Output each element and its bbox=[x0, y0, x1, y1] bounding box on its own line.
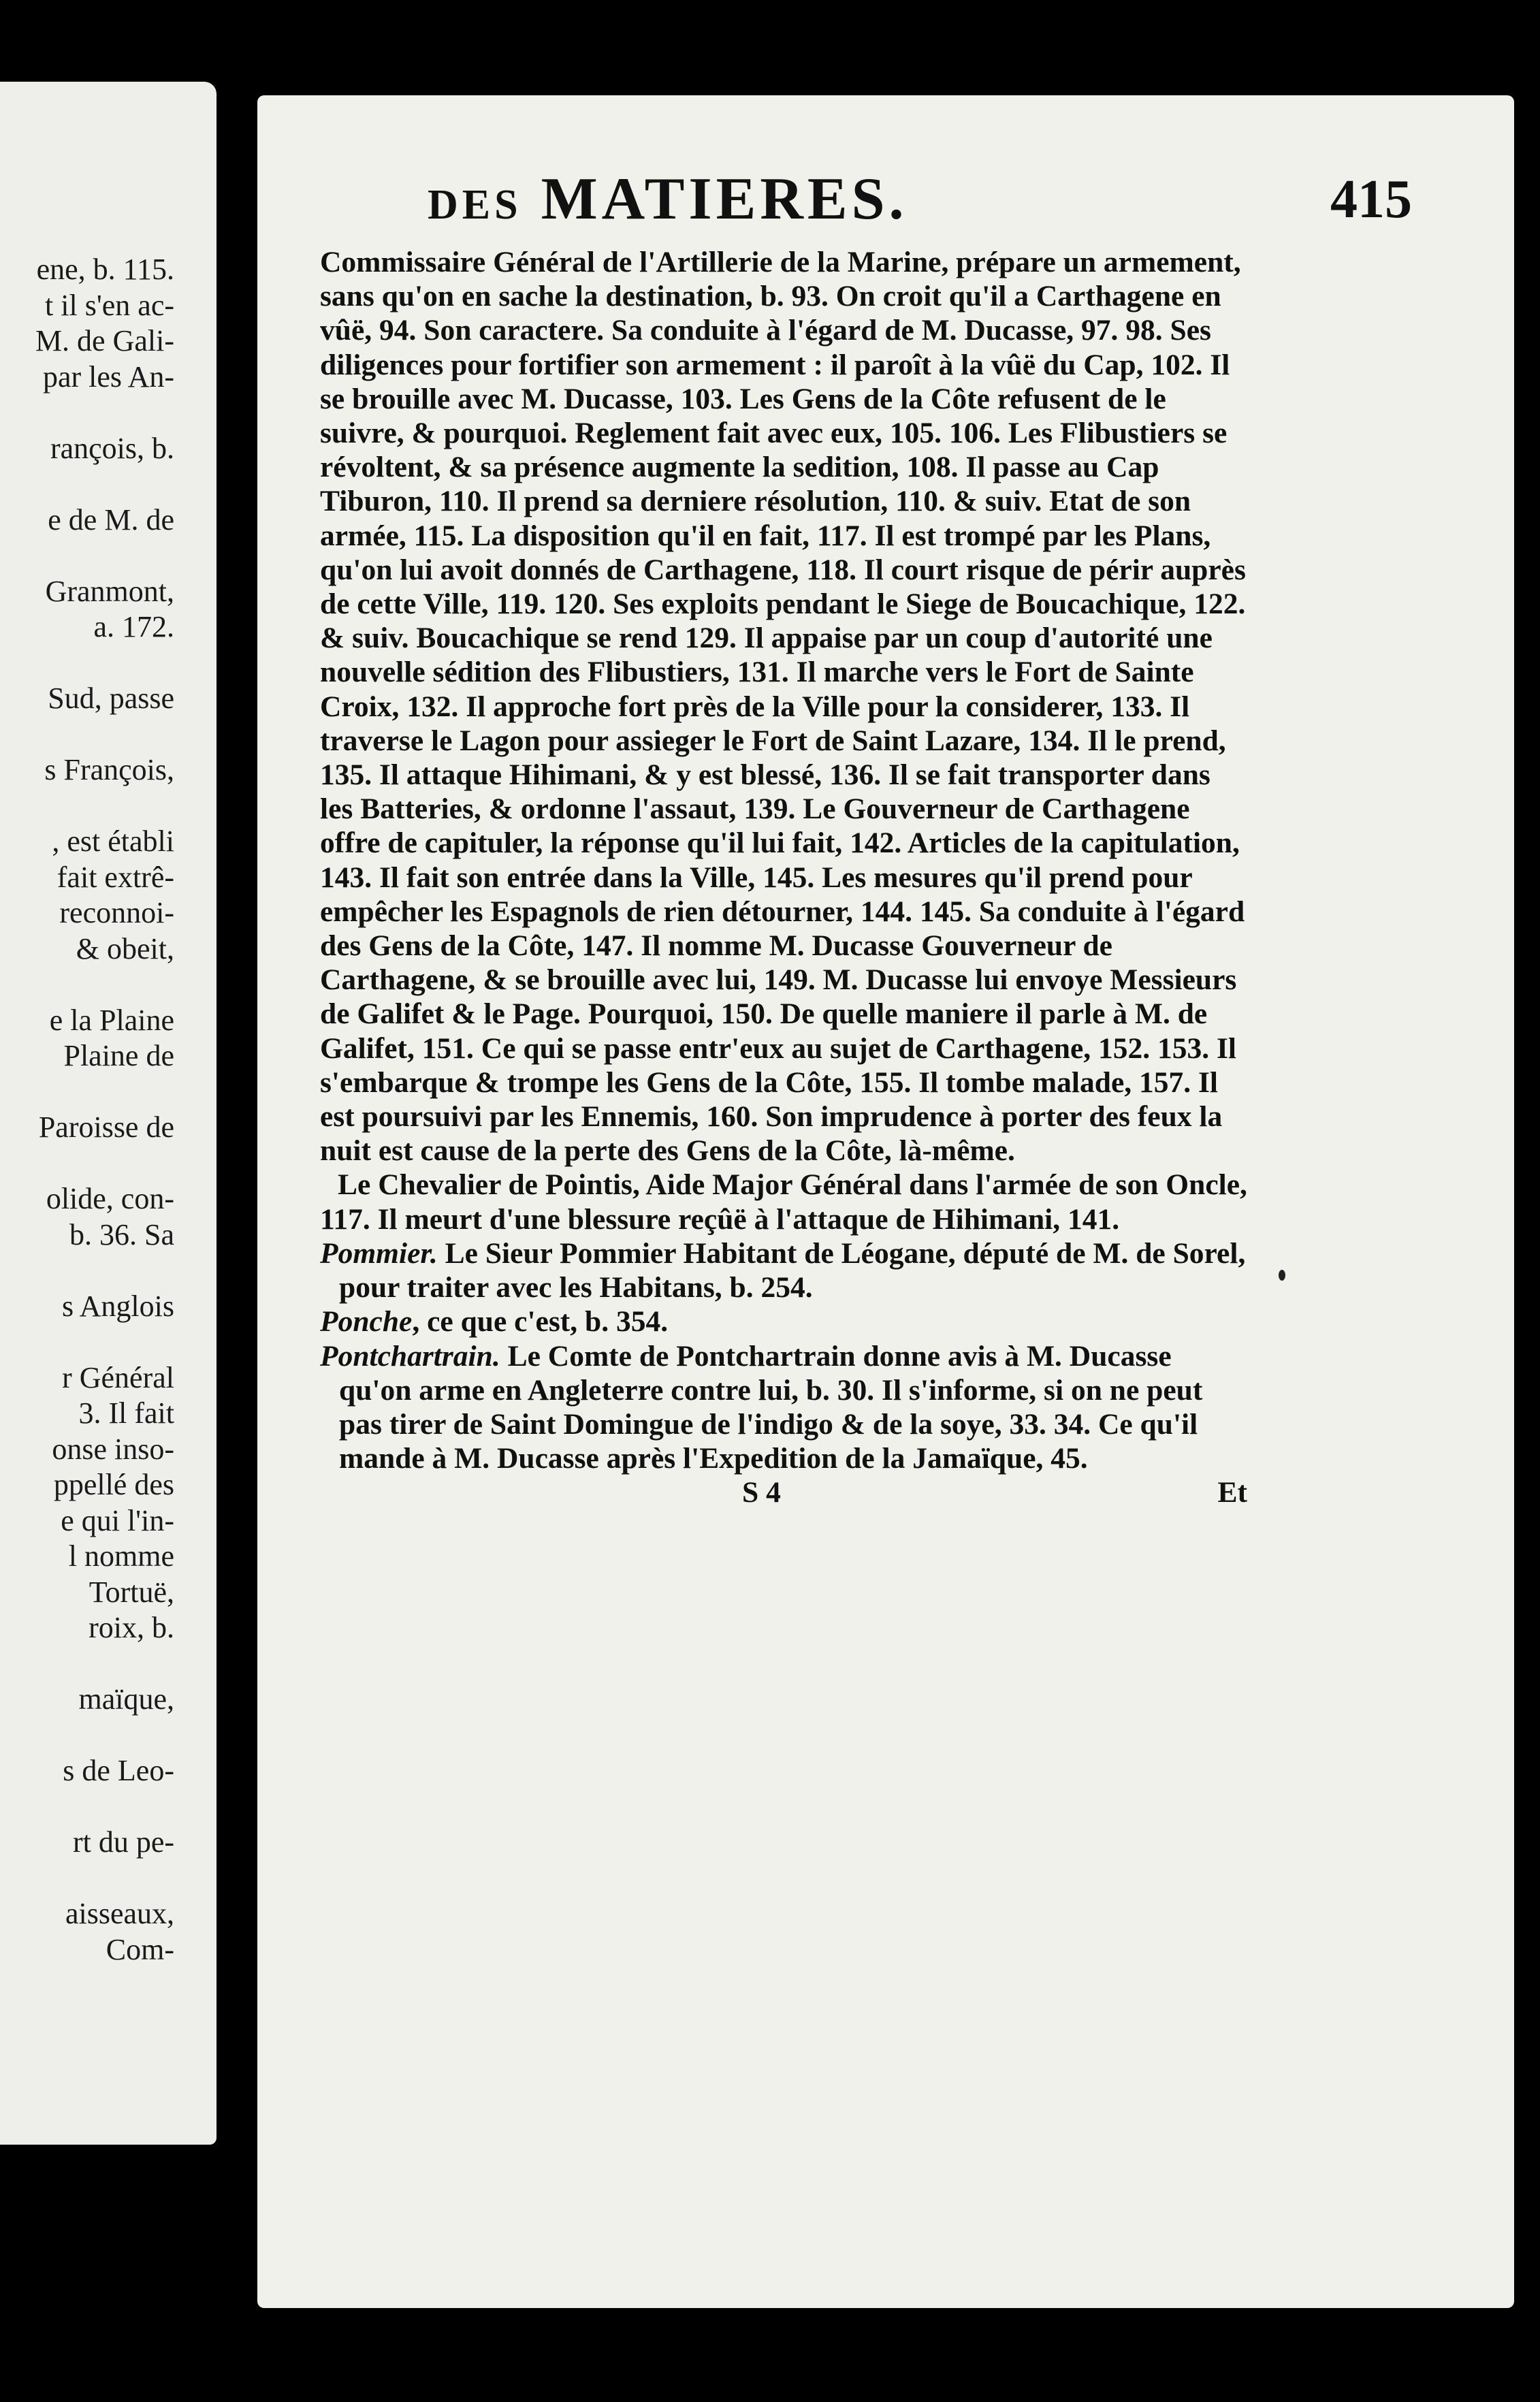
facing-page-line: , est établi bbox=[52, 824, 174, 858]
facing-page-line: e de M. de bbox=[48, 502, 174, 537]
facing-page-line: s François, bbox=[44, 753, 174, 786]
facing-page-line: aisseaux, bbox=[65, 1897, 174, 1930]
signature-mark: S 4 bbox=[742, 1476, 781, 1509]
entry-text: Le Comte de Pontchartrain donne avis à M. Ducasse qu'on arme en Angleterre contre lui, b. 30. Il s'informe, si on ne peut pas tirer de Saint Domingue de l'indigo & de la soye, 33. 34. Ce qu'il mande à M. Ducasse après l'Expedition de la Jamaïque, 45. bbox=[339, 1339, 1203, 1475]
facing-page-line: s de Leo- bbox=[63, 1754, 174, 1787]
book-page bbox=[257, 95, 1514, 2308]
page-number: 415 bbox=[1330, 170, 1412, 229]
facing-page-line: M. de Gali- bbox=[35, 324, 174, 357]
facing-page-line: roix, b. bbox=[89, 1611, 174, 1644]
entry-chevalier-de-pointis bbox=[320, 1168, 1247, 1236]
facing-page-line: rt du pe- bbox=[72, 1825, 174, 1859]
facing-page-line: 3. Il fait bbox=[78, 1396, 174, 1430]
facing-page-line: Com- bbox=[106, 1932, 174, 1966]
entry-pommier bbox=[320, 1236, 1247, 1304]
entry-headword: Pontchartrain. bbox=[320, 1339, 500, 1373]
facing-page-line: Tortuë, bbox=[89, 1575, 174, 1609]
facing-page-line: maïque, bbox=[78, 1682, 174, 1716]
entry-text: Le Sieur Pommier Habitant de Léogane, député de M. de Sorel, pour traiter avec les Habitans, b. 254. bbox=[339, 1236, 1246, 1304]
entry-text: Commissaire Général de l'Artillerie de la Marine, prépare un armement, sans qu'on en sache la destination, b. 93. On croit qu'il a Carthagene en vûë, 94. Son caractere. Sa conduite à l'égard de M. Ducasse, 97. 98. Ses diligences pour fortifier son armement : il paroît à la vûë du Cap, 102. Il se brouille avec M. Ducasse, 103. Les Gens de la Côte refusent de le suivre, & pourquoi. Reglement fait avec eux, 105. 106. Les Flibustiers se révoltent, & sa présence augmente la sedition, 108. Il passe au Cap Tiburon, 110. Il prend sa derniere résolution, 110. & suiv. Etat de son armée, 115. La disposition qu'il en fait, 117. Il est trompé par les Plans, qu'on lui avoit donnés de Carthagene, 118. Il court risque de périr auprès de cette Ville, 119. 120. Ses exploits pendant le Siege de Boucachique, 122. & suiv. Boucachique se rend 129. Il appaise par un coup d'autorité une nouvelle sédition des Flibustiers, 131. Il marche vers le Fort de Sainte Croix, 132. Il approche fort près de la Ville pour la considerer, 133. Il traverse le Lagon pour assieger le Fort de Saint Lazare, 134. Il le prend, 135. Il attaque Hihimani, & y est blessé, 136. Il se fait transporter dans les Batteries, & ordonne l'assaut, 139. Le Gouverneur de Carthagene offre de capituler, la réponse qu'il lui fait, 142. Articles de la capitulation, 143. Il fait son entrée dans la Ville, 145. Les mesures qu'il prend pour empêcher les Espagnols de rien détourner, 144. 145. Sa conduite à l'égard des Gens de la Côte, 147. Il nomme M. Ducasse Gouverneur de Carthagene, & se brouille avec lui, 149. M. Ducasse lui envoye Messieurs de Galifet & le Page. Pourquoi, 150. De quelle maniere il parle à M. de Galifet, 151. Ce qui se passe entr'eux au sujet de Carthagene, 152. 153. Il s'embarque & trompe les Gens de la Côte, 155. Il tombe malade, 157. Il est poursuivi par les Ennemis, 160. Son imprudence à porter des feux la nuit est cause de la perte des Gens de la Côte, là-même. bbox=[320, 246, 1246, 1168]
facing-page-line: Plaine de bbox=[63, 1039, 174, 1072]
facing-page-line: l nomme bbox=[68, 1539, 174, 1573]
facing-page-line: Paroisse de bbox=[38, 1110, 174, 1144]
facing-page-line: rançois, b. bbox=[50, 431, 174, 465]
facing-page-line: olide, con- bbox=[46, 1182, 174, 1215]
facing-page bbox=[0, 82, 216, 2145]
facing-page-line: onse inso- bbox=[52, 1432, 174, 1466]
ink-spot bbox=[1279, 1270, 1285, 1281]
facing-page-line: Granmont, bbox=[45, 574, 174, 608]
page-header bbox=[428, 165, 1412, 246]
entry-headword: Ponche bbox=[320, 1305, 413, 1339]
facing-page-line: a. 172. bbox=[93, 610, 174, 643]
facing-page-line: t il s'en ac- bbox=[45, 288, 174, 322]
facing-page-line: fait extrê- bbox=[57, 860, 174, 894]
entry-pontchartrain bbox=[320, 1339, 1247, 1476]
page-footer bbox=[320, 1475, 1247, 1509]
facing-page-line: e la Plaine bbox=[49, 1003, 174, 1037]
facing-page-line: reconnoi- bbox=[59, 896, 174, 929]
facing-page-line: ene, b. 115. bbox=[36, 253, 174, 286]
entry-ponche bbox=[320, 1304, 1247, 1339]
running-title: des MATIERES. bbox=[428, 166, 908, 232]
facing-page-line: par les An- bbox=[42, 359, 174, 394]
facing-page-line: ppellé des bbox=[53, 1468, 174, 1501]
catchword: Et bbox=[1217, 1476, 1247, 1509]
entry-text: , ce que c'est, b. 354. bbox=[412, 1305, 669, 1339]
facing-page-line: r Général bbox=[62, 1360, 174, 1394]
facing-page-line: Sud, passe bbox=[48, 682, 174, 715]
facing-page-line: & obeit, bbox=[76, 931, 174, 965]
facing-page-line: b. 36. Sa bbox=[69, 1217, 174, 1251]
entry-headword: Pommier. bbox=[320, 1236, 438, 1270]
facing-page-line: s Anglois bbox=[61, 1289, 174, 1323]
entry-pointis-continued bbox=[320, 245, 1247, 1168]
facing-page-line: e qui l'in- bbox=[61, 1503, 174, 1537]
index-text bbox=[320, 245, 1247, 1509]
entry-text: Le Chevalier de Pointis, Aide Major Général dans l'armée de son Oncle, 117. Il meurt d'une blessure reçûë à l'attaque de Hihimani, 141. bbox=[320, 1168, 1247, 1236]
